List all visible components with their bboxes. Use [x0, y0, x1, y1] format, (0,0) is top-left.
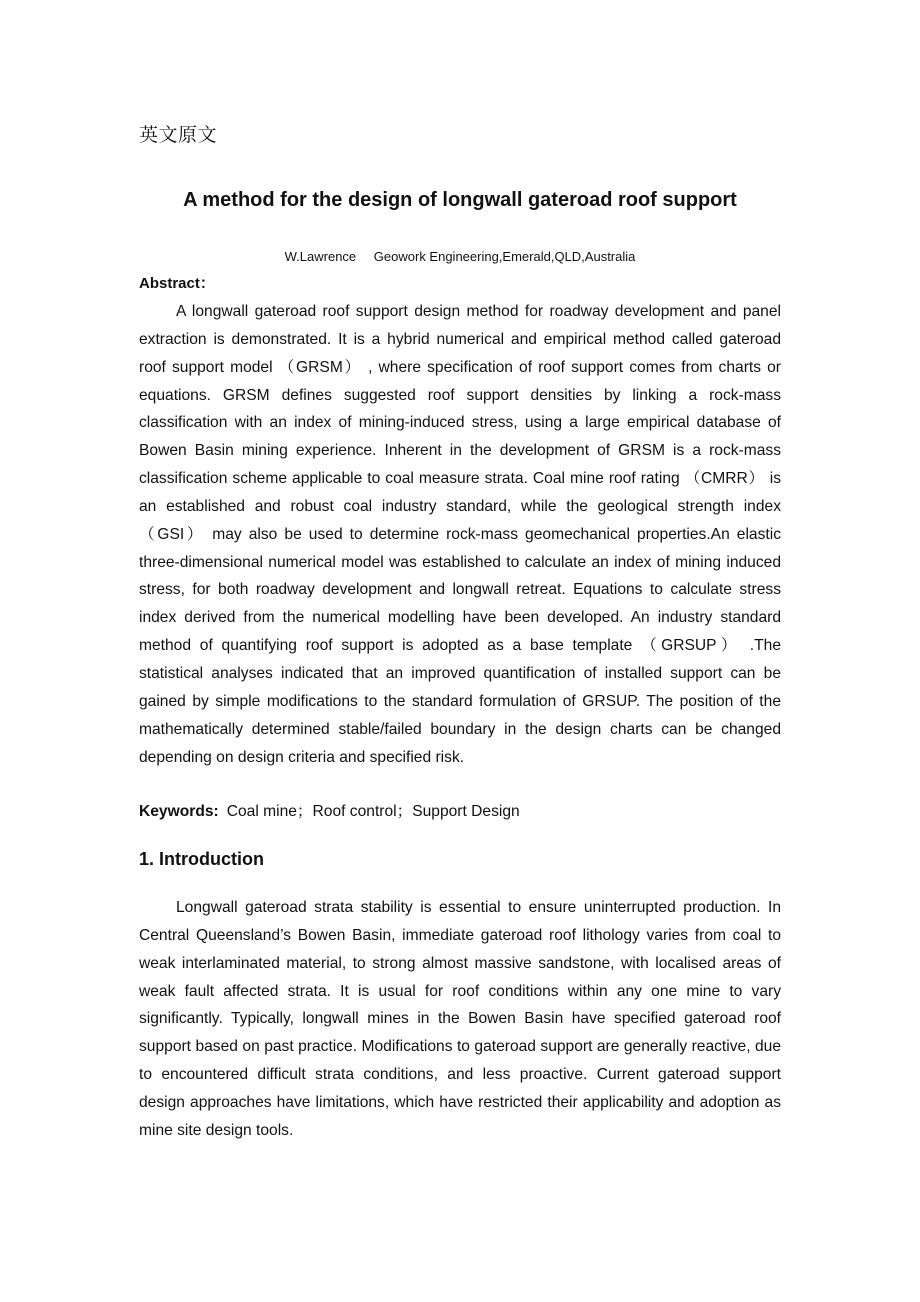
keywords-line [139, 800, 520, 824]
introduction-paragraph: Longwall gateroad strata stability is essential to ensure uninterrupted production. In Central Queensland’s Bowen Basin, immediate gateroad roof lithology varies from coal to weak interlaminated material, to strong almost massive sandstone, with localised areas of weak fault affected strata. It is usual for roof conditions within any one mine to vary significantly. Typically, longwall mines in the Bowen Basin have specified gateroad roof support based on past practice. Modifications to gateroad support are generally reactive, due to encountered difficult strata conditions, and less proactive. Current gateroad support design approaches have limitations, which have restricted their applicability and adoption as mine site design tools. [139, 899, 781, 1139]
introduction-section [139, 894, 781, 1145]
author-affiliation: Geowork Engineering,Emerald,QLD,Australia [373, 249, 636, 264]
abstract-section [139, 298, 781, 771]
paper-title: A method for the design of longwall gateroad roof support [183, 189, 737, 211]
section-tag: 英文原文 [139, 124, 218, 146]
abstract-paragraph: A longwall gateroad roof support design method for roadway development and panel extraction is demonstrated. It is a hybrid numerical and empirical method called gateroad roof support model （GRSM） , where specification of roof support comes from charts or equations. GRSM defines suggested roof support densities by linking a rock-mass classification with an index of mining-induced stress, using a large empirical database of Bowen Basin mining experience. Inherent in the development of GRSM is a rock-mass classification scheme applicable to coal measure strata. Coal mine roof rating （CMRR） is an established and robust coal industry standard, while the geological strength index （GSI） may also be used to determine rock-mass geomechanical properties.An elastic three-dimensional numerical model was established to calculate an index of mining induced stress, for both roadway development and longwall retreat. Equations to calculate stress index derived from the numerical modelling have been developed. An industry standard method of quantifying roof support is adopted as a base template （GRSUP） .The statistical analyses indicated that an improved quantification of installed support can be gained by simple modifications to the standard formulation of GRSUP. The position of the mathematically determined stable/failed boundary in the design charts can be changed depending on design criteria and specified risk. [139, 303, 781, 766]
keywords-text: Coal mine；Roof control；Support Design [226, 803, 520, 820]
abstract-heading: Abstract： [139, 275, 215, 292]
author-name: W.Lawrence [284, 249, 357, 264]
author-line [139, 247, 781, 267]
keywords-label: Keywords: [139, 803, 219, 820]
section-heading-introduction: 1. Introduction [139, 849, 264, 869]
